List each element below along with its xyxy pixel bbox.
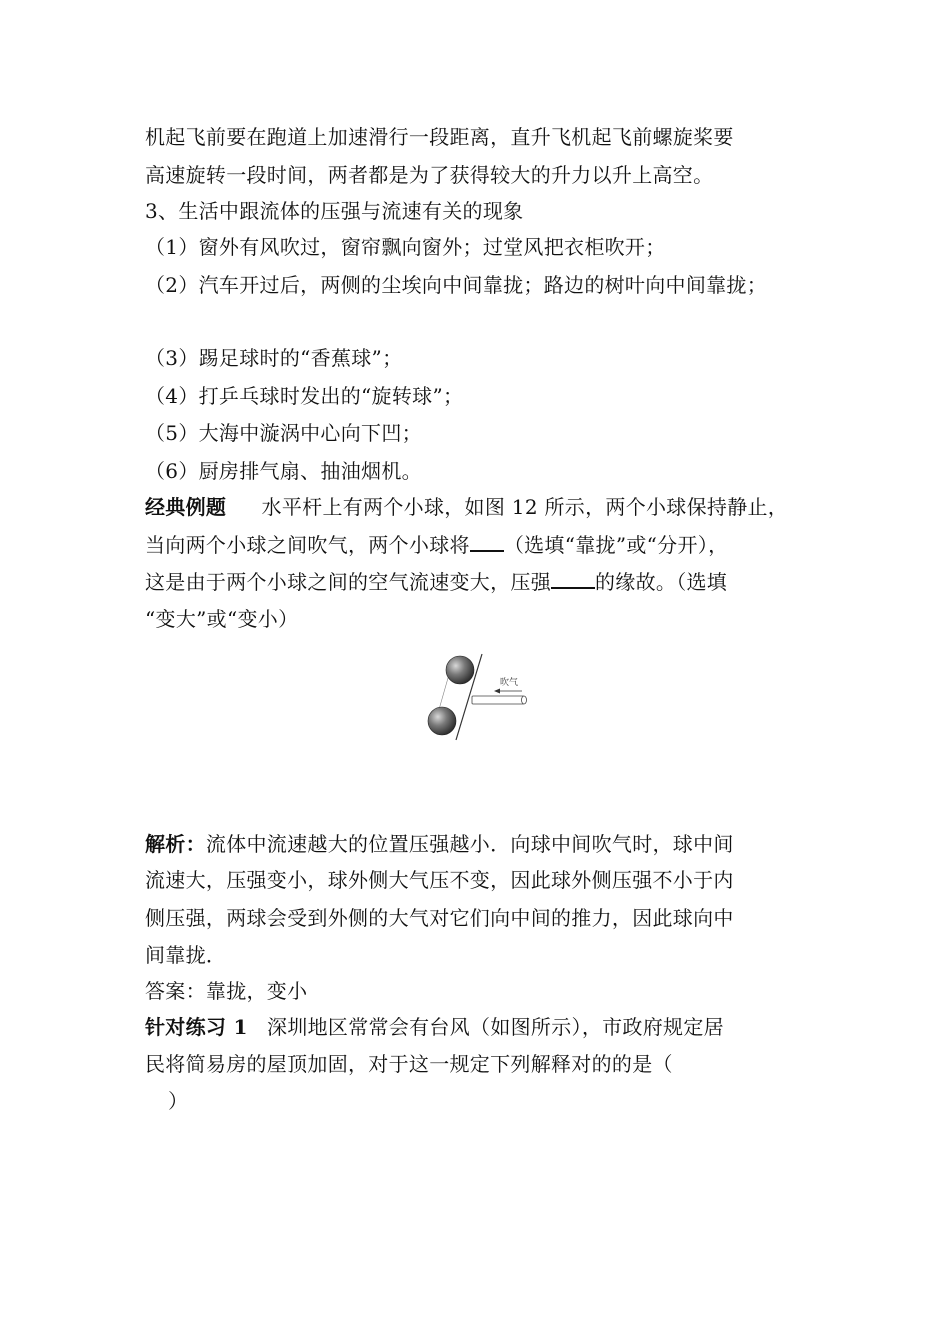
example-text-2b: （选填“靠拢”或“分开），: [503, 533, 729, 557]
lower-ball: [428, 707, 456, 735]
practice-text-1: 深圳地区常常会有台风（如图所示），市政府规定居: [267, 1015, 724, 1039]
phenomenon-item-5: （5）大海中漩涡中心向下凹；: [145, 421, 422, 445]
analysis-line-4: 间靠拢．: [145, 943, 227, 967]
phenomenon-item-4: （4）打乒乓球时发出的“旋转球”；: [145, 384, 464, 408]
upper-ball: [446, 656, 474, 684]
blow-tube: [472, 696, 524, 704]
tube-end: [522, 696, 527, 704]
analysis-line-3: 侧压强，两球会受到外侧的大气对它们向中间的推力，因此球向中: [145, 906, 734, 930]
phenomenon-item-6: （6）厨房排气扇、抽油烟机。: [145, 459, 422, 483]
intro-line-1: 机起飞前要在跑道上加速滑行一段距离，直升飞机起飞前螺旋桨要: [145, 125, 734, 149]
example-text-3b: 的缘故。（选填: [595, 570, 728, 594]
example-line-2: [145, 531, 728, 559]
example-text-3a: 这是由于两个小球之间的空气流速变大，压强: [145, 570, 551, 594]
intro-line-2: 高速旋转一段时间，两者都是为了获得较大的升力以升上高空。: [145, 163, 714, 187]
example-label: 经典例题: [145, 495, 227, 519]
practice-line-3: ）: [168, 1089, 189, 1113]
answer-blank-2[interactable]: [551, 569, 595, 589]
analysis-line-2: 流速大，压强变小，球外侧大气压不变，因此球外侧压强不小于内: [145, 868, 734, 892]
figure-label-blow: 吹气: [500, 678, 519, 688]
answer-blank-1[interactable]: [470, 532, 504, 552]
figure-drawing: [420, 650, 540, 745]
analysis-label: 解析：: [145, 832, 206, 856]
practice-line-2: 民将简易房的屋顶加固，对于这一规定下列解释对的的是（: [145, 1052, 673, 1076]
example-text-1: 水平杆上有两个小球，如图 12 所示，两个小球保持静止，: [261, 495, 789, 519]
answer-line: 答案：靠拢，变小: [145, 979, 308, 1003]
analysis-text-1: 流体中流速越大的位置压强越小．向球中间吹气时，球中间: [205, 832, 734, 856]
example-text-2a: 当向两个小球之间吹气，两个小球将: [145, 533, 470, 557]
practice-label: 针对练习 1: [145, 1015, 248, 1039]
example-line-4: “变大”或“变小）: [145, 607, 299, 631]
practice-line-1: [145, 1013, 724, 1041]
example-line-3: [145, 568, 727, 596]
phenomenon-item-3: （3）踢足球时的“香蕉球”；: [145, 346, 403, 370]
airflow-arrow-head: [494, 689, 500, 694]
two-balls-figure: [420, 650, 540, 745]
example-line-1: [145, 493, 788, 521]
phenomenon-item-1: （1）窗外有风吹过，窗帘飘向窗外；过堂风把衣柜吹开；: [145, 235, 666, 259]
analysis-line-1: [145, 830, 734, 858]
section-3-heading: 3、生活中跟流体的压强与流速有关的现象: [145, 199, 524, 223]
phenomenon-item-2: （2）汽车开过后，两侧的尘埃向中间靠拢；路边的树叶向中间靠拢；: [145, 273, 768, 297]
